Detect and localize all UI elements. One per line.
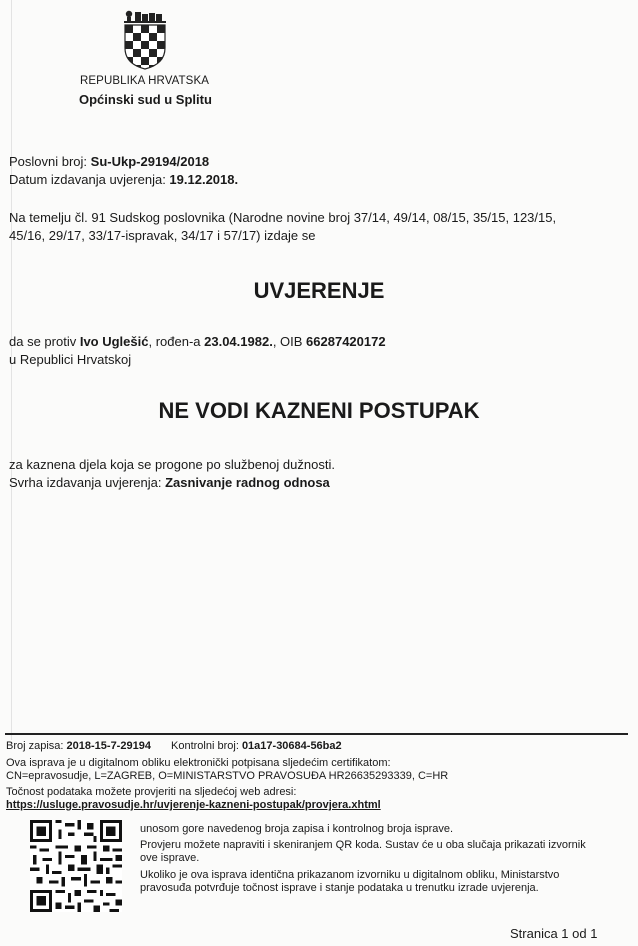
certificate-line-2: CN=epravosudje, L=ZAGREB, O=MINISTARSTVO PRAVOSUĐA HR26635293339, C=HR [6,770,449,782]
issue-date-line [9,171,238,188]
control-number-value: 01a17-30684-56ba2 [241,740,342,752]
legal-basis-line-1: Na temelju čl. 91 Sudskog poslovnika (Narodne novine broj 37/14, 49/14, 08/15, 35/15, 123/15, [9,210,557,225]
record-number-label: Broj zapisa: [6,740,67,752]
control-number-line [171,740,342,753]
purpose-label: Svrha izdavanja uvjerenja: [9,475,166,490]
page-number: Stranica 1 od 1 [510,926,598,941]
control-number-label: Kontrolni broj: [171,740,242,752]
scan-edge-line [11,0,12,740]
subject-prefix: da se protiv [9,334,80,349]
case-number-line [9,153,209,170]
birth-date-value: 23.04.1982. [204,334,273,349]
verify-note-2-line-1: Provjeru možete napraviti i skeniranjem QR koda. Sustav će u oba slučaja prikazati izvornik [140,839,586,851]
record-number-line [6,740,151,753]
verdict-heading: NE VODI KAZNENI POSTUPAK [158,398,480,423]
certificate-line-1: Ova isprava je u digitalnom obliku elektronički potpisana sljedećim certifikatom: [6,757,391,769]
offence-scope: za kaznena djela koja se progone po službenoj dužnosti. [9,457,335,472]
verify-url-link[interactable]: https://usluge.pravosudje.hr/uvjerenje-kazneni-postupak/provjera.xhtml [6,799,381,811]
subject-line [9,333,386,350]
verify-note-1: unosom gore navedenog broja zapisa i kontrolnog broja isprave. [140,823,454,835]
subject-country: u Republici Hrvatskoj [9,352,132,367]
verify-note-2-line-2: ove isprave. [140,852,200,864]
purpose-line [9,474,330,491]
coat-of-arms-icon [120,8,170,70]
birth-date-label: , rođen-a [148,334,205,349]
issue-date-label: Datum izdavanja uvjerenja: [9,172,170,187]
oib-value: 66287420172 [306,334,386,349]
verify-instruction: Točnost podataka možete provjeriti na sljedećoj web adresi: [6,786,297,798]
oib-label: , OIB [272,334,307,349]
issue-date-value: 19.12.2018. [169,172,239,187]
verify-note-3-line-2: pravosuđa potvrđuje točnost isprave i stanje podataka u trenutku izrade uvjerenja. [140,882,539,894]
republic-name: REPUBLIKA HRVATSKA [80,75,209,87]
case-number-value: Su-Ukp-29194/2018 [90,154,210,169]
legal-basis-line-2: 45/16, 29/17, 33/17-ispravak, 34/17 i 57/17) izdaje se [9,228,316,243]
purpose-value: Zasnivanje radnog odnosa [165,475,330,490]
verify-note-3-line-1: Ukoliko je ova isprava identična prikazanom izvorniku u digitalnom obliku, Ministarstvo [140,869,560,881]
document-title: UVJERENJE [253,278,385,303]
footer-divider [5,733,628,735]
record-number-value: 2018-15-7-29194 [66,740,151,752]
qr-code-icon[interactable] [30,820,122,912]
case-number-label: Poslovni broj: [9,154,91,169]
court-name: Općinski sud u Splitu [79,92,212,107]
subject-name: Ivo Uglešić [79,334,149,349]
